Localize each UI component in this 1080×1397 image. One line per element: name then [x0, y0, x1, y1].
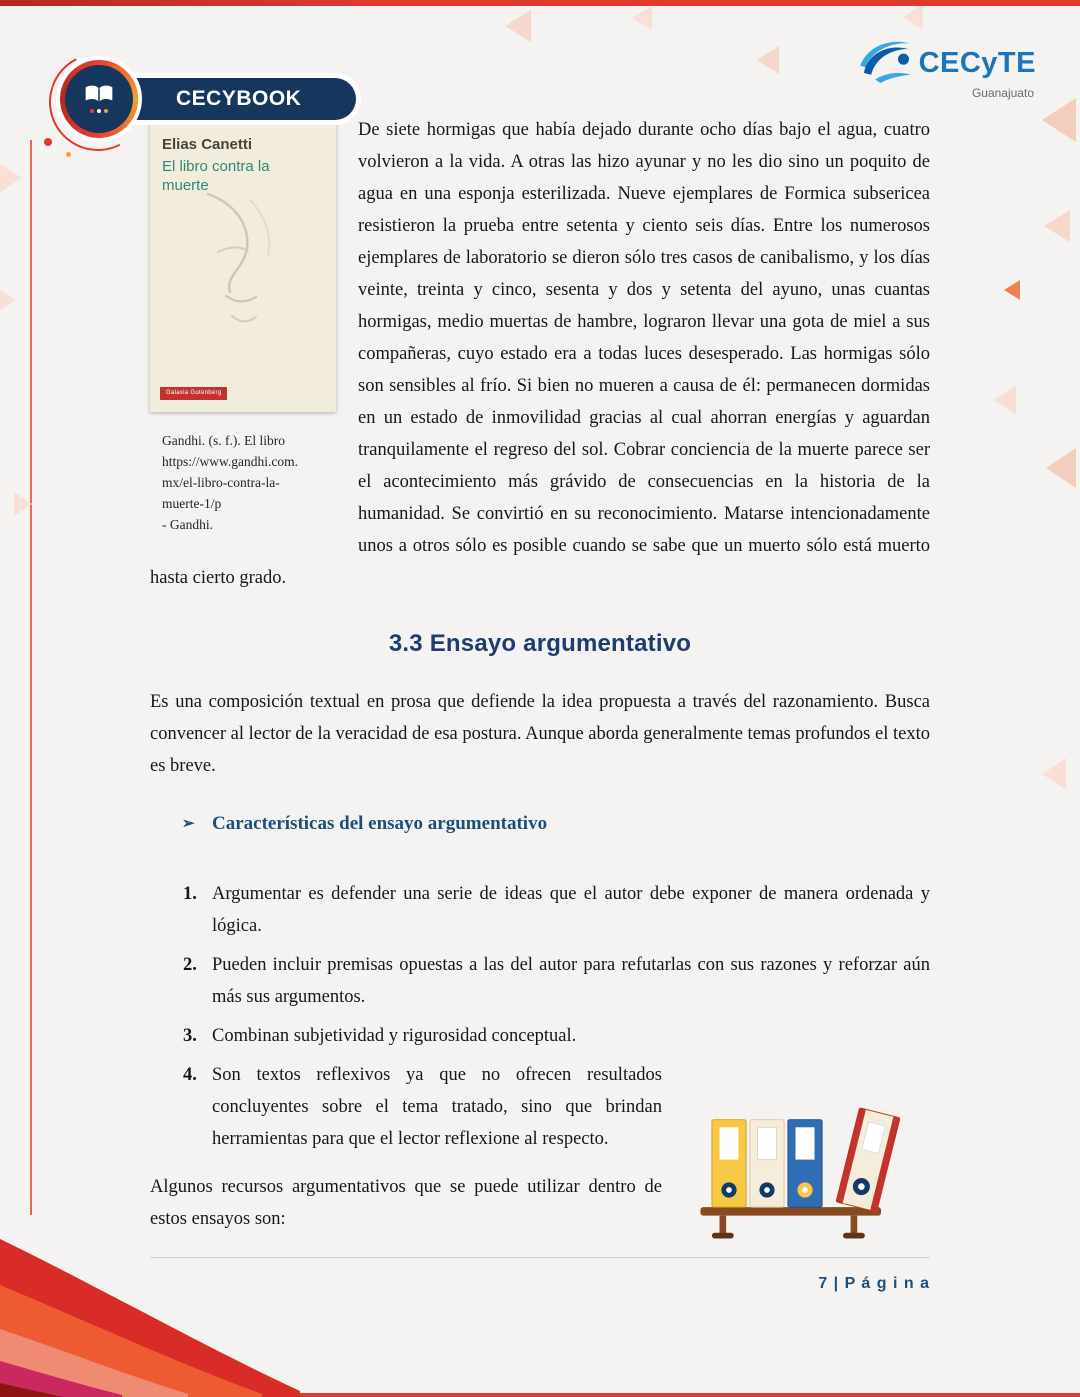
- cover-publisher-label: Galaxia Gutenberg: [160, 387, 227, 400]
- list-item-text: Son textos reflexivos ya que no ofrecen resultados concluyentes sobre el tema tratado, sino que brindan herramientas para que el lector reflexione al respecto.: [212, 1065, 662, 1149]
- intro-paragraph: Es una composición textual en prosa que defiende la idea propuesta a través del razonamiento. Busca convencer al lector de la veracidad de esa postura. Aunque aborda generalmente temas profundos el texto es breve.: [150, 692, 930, 776]
- list-item: [150, 949, 930, 1013]
- figure-caption: [150, 430, 358, 535]
- cecybook-label: CECYBOOK: [100, 78, 356, 120]
- characteristics-heading-text: Características del ensayo argumentativo: [212, 813, 548, 834]
- triangle-decoration: [1004, 280, 1020, 300]
- caption-line: - Gandhi.: [162, 517, 213, 532]
- corner-swoosh-decoration: [0, 1147, 300, 1397]
- badge-dots-decoration: [90, 109, 108, 113]
- triangle-decoration: [632, 6, 652, 30]
- cecyte-swoosh-icon: [857, 38, 915, 89]
- cecybook-emblem: [60, 60, 138, 138]
- page-content: [150, 114, 930, 1300]
- list-number: 2.: [183, 955, 197, 975]
- list-item: [150, 1059, 930, 1155]
- book-cover: [150, 120, 336, 412]
- arrow-bullet-icon: ➢: [182, 816, 195, 832]
- triangle-decoration: [1044, 210, 1070, 242]
- closing-paragraph: Algunos recursos argumentativos que se puede utilizar dentro de estos ensayos son:: [150, 1177, 662, 1229]
- cecyte-logo: [826, 38, 1036, 100]
- cover-author: Elias Canetti: [162, 136, 253, 153]
- cecyte-wordmark: CECyTE: [918, 47, 1036, 79]
- open-book-icon: [65, 65, 133, 133]
- triangle-decoration: [994, 386, 1016, 414]
- list-item: [150, 878, 930, 942]
- cover-title: El libro contra la muerte: [162, 158, 270, 194]
- face-sketch-illustration: [180, 180, 300, 361]
- triangle-decoration: [1046, 448, 1076, 488]
- list-item: [150, 1020, 930, 1052]
- page-number: 7 | P á g i n a: [818, 1275, 930, 1292]
- triangle-decoration: [1042, 98, 1076, 142]
- list-number: 3.: [183, 1026, 197, 1046]
- red-dot-decoration: [44, 138, 52, 146]
- caption-line: https://www.gandhi.com.: [162, 454, 298, 469]
- triangle-decoration: [0, 290, 16, 310]
- cecybook-badge: [60, 60, 380, 150]
- triangle-decoration: [14, 492, 32, 516]
- section-title: 3.3 Ensayo argumentativo: [388, 630, 692, 657]
- list-item-text: Pueden incluir premisas opuestas a las del autor para refutarlas con sus razones y reforzar aún más sus argumentos.: [212, 955, 930, 1007]
- triangle-decoration: [0, 164, 22, 192]
- paragraph-ants-part1: De siete hormigas que había dejado durante ocho días bajo el agua, cuatro volvieron a la vida. A otras las hizo ayunar y no les dio sino un poquito de agua en una esponja esterilizada. Nueve ejemplares de Formica subsericea resistieron la prueba entre setenta y ciento seis días. Entre los numerosos ejemplares de laboratorio se dieron sólo tres casos de canibalismo, y los días veinte, treinta y cinco, sesenta y dos y setenta del ayuno, unas cuantas hormigas, medio muertas de hambre, lograron llevar una gota de miel a sus compañeras, cuyo estado era a todas luces desesperado. Las hormigas sólo son sensibles al frío. Si bien no mueren a causa de él: permanecen dormidas en un estado de inmovilidad gracias al cual ahorran energías y aguardan tranquilamente el regreso del sol. Cobrar conciencia de la muerte parece ser el acontecimiento más grávido de consecuencias en la historia de: [358, 120, 930, 492]
- list-item-text: Combinan subjetividad y rigurosidad conceptual.: [212, 1026, 577, 1046]
- triangle-decoration: [505, 10, 531, 42]
- caption-line: muerte-1/p: [162, 496, 222, 511]
- orange-dot-decoration: [66, 152, 71, 157]
- book-figure: [150, 120, 358, 535]
- triangle-decoration: [1042, 758, 1066, 790]
- triangle-decoration: [757, 46, 779, 74]
- triangle-decoration: [903, 4, 923, 30]
- list-number: 1.: [183, 884, 197, 904]
- characteristics-heading: [150, 808, 930, 840]
- list-number: 4.: [183, 1065, 197, 1085]
- paragraph-ants-part2: la humanidad. Se convirtió en su reconocimiento. Matarse intencionadamente unos a otros sólo es posible cuando se sabe que un muerto sólo está muerto hasta cierto grado.: [150, 472, 931, 588]
- cecyte-subtitle: Guanajuato: [971, 86, 1034, 100]
- caption-line: mx/el-libro-contra-la-: [162, 475, 280, 490]
- caption-line: Gandhi. (s. f.). El libro: [162, 433, 285, 448]
- top-red-border: [0, 0, 1080, 6]
- left-red-line: [30, 140, 32, 1215]
- list-item-text: Argumentar es defender una serie de ideas que el autor debe exponer de manera ordenada y lógica.: [212, 884, 930, 936]
